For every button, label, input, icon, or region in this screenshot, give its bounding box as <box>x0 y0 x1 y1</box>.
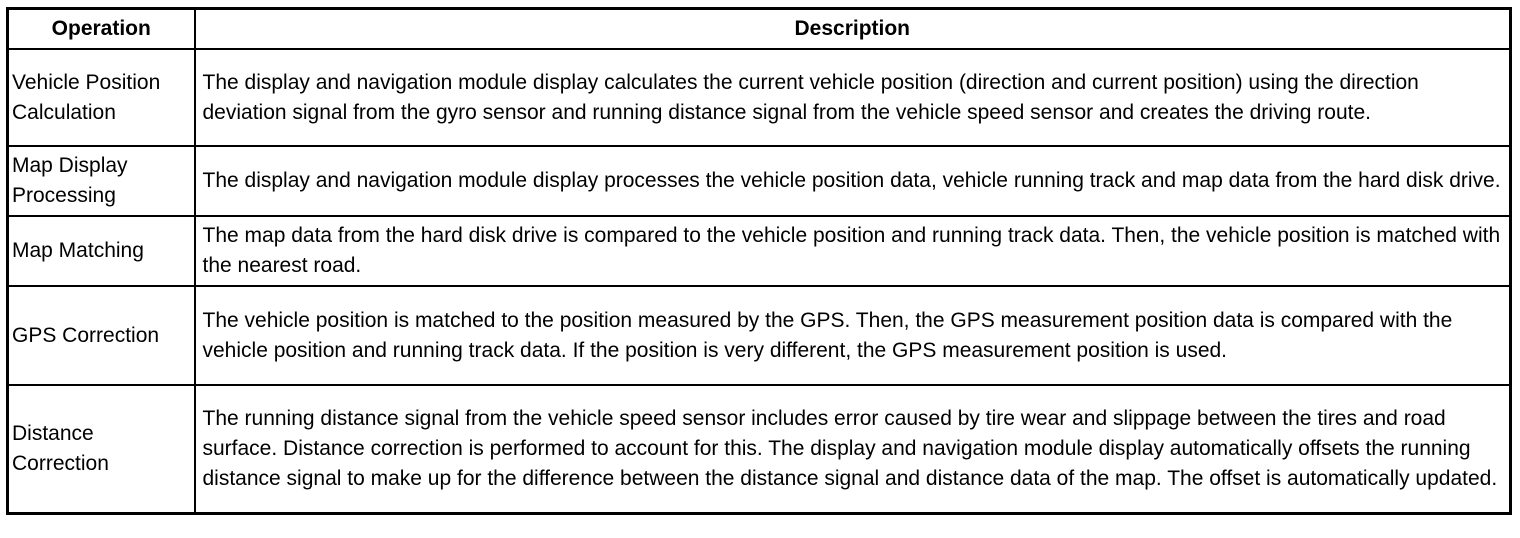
operations-table-container <box>6 7 1512 515</box>
table-row <box>8 385 1511 513</box>
description-cell: The display and navigation module display calculates the current vehicle position (direction and current position) using the direction deviation signal from the gyro sensor and running distance signal from the vehicle speed sensor and creates the driving route. <box>195 49 1511 146</box>
operation-cell: GPS Correction <box>8 286 195 385</box>
description-cell: The display and navigation module display processes the vehicle position data, vehicle running track and map data from the hard disk drive. <box>195 146 1511 216</box>
table-row <box>8 286 1511 385</box>
operations-table <box>6 7 1512 515</box>
table-row <box>8 49 1511 146</box>
operation-cell: Vehicle Position Calculation <box>8 49 195 146</box>
header-row <box>8 9 1511 50</box>
table-row <box>8 216 1511 286</box>
description-cell: The map data from the hard disk drive is compared to the vehicle position and running track data. Then, the vehicle position is matched with the nearest road. <box>195 216 1511 286</box>
column-header-operation: Operation <box>8 9 195 50</box>
description-cell: The vehicle position is matched to the position measured by the GPS. Then, the GPS measurement position data is compared with the vehicle position and running track data. If the position is very different, the GPS measurement position is used. <box>195 286 1511 385</box>
operation-cell: Map Display Processing <box>8 146 195 216</box>
table-row <box>8 146 1511 216</box>
description-cell: The running distance signal from the vehicle speed sensor includes error caused by tire wear and slippage between the tires and road surface. Distance correction is performed to account for this. The display and navigation module display automatically offsets the running distance signal to make up for the difference between the distance signal and distance data of the map. The offset is automatically updated. <box>195 385 1511 513</box>
table-header <box>8 9 1511 50</box>
table-body <box>8 49 1511 513</box>
column-header-description: Description <box>195 9 1511 50</box>
operation-cell: Map Matching <box>8 216 195 286</box>
operation-cell: Distance Correction <box>8 385 195 513</box>
